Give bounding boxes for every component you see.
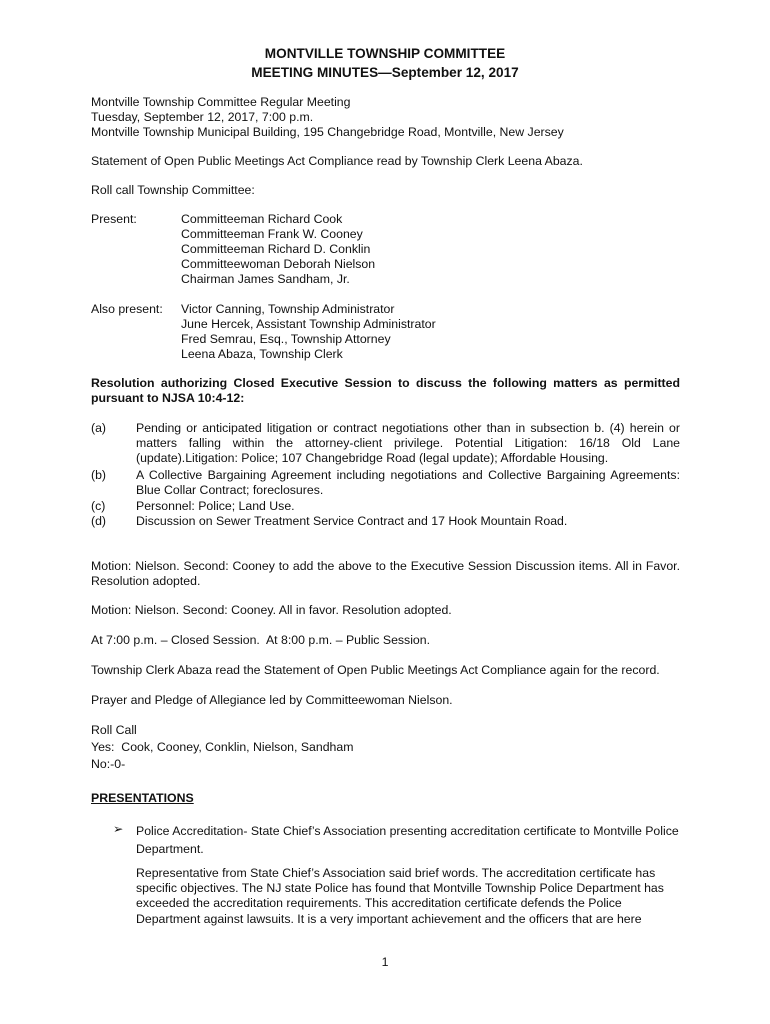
also-present-name: Leena Abaza, Township Clerk xyxy=(181,347,343,361)
present-name: Committeeman Richard Cook xyxy=(181,212,343,226)
resolution-item-letter: (a) xyxy=(91,421,107,435)
document-title-line-2: MEETING MINUTES—September 12, 2017 xyxy=(251,65,519,80)
presentations-heading: PRESENTATIONS xyxy=(91,791,194,805)
meeting-info-line: Tuesday, September 12, 2017, 7:00 p.m. xyxy=(91,110,314,124)
motion-executive-session: Motion: Nielson. Second: Cooney to add the above to the Executive Session Discussion items. All in Favor. Resolution adopted. xyxy=(91,559,680,589)
roll-call-yes: Yes: Cook, Cooney, Conklin, Nielson, Sandham xyxy=(91,740,354,754)
present-name: Chairman James Sandham, Jr. xyxy=(181,272,350,286)
resolution-item-letter: (b) xyxy=(91,468,107,482)
present-name: Committeeman Frank W. Cooney xyxy=(181,227,363,241)
resolution-heading: Resolution authorizing Closed Executive Session to discuss the following matters as permitted pursuant to NJSA 10:4-12: xyxy=(91,376,680,406)
resolution-item-text: Personnel: Police; Land Use. xyxy=(136,499,295,513)
document-title-line-1: MONTVILLE TOWNSHIP COMMITTEE xyxy=(264,46,506,61)
clerk-statement: Township Clerk Abaza read the Statement of Open Public Meetings Act Compliance again for the record. xyxy=(91,663,660,677)
presentation-detail: Representative from State Chief’s Association said brief words. The accreditation certificate has specific objectives. The NJ state Police has found that Montville Township Police Department has exceeded the accreditation requirements. This accreditation certificate defends the Police Department against lawsuits. It is a very important achievement and the officers that are here xyxy=(136,866,664,926)
resolution-item-letter: (d) xyxy=(91,514,107,528)
meeting-info-line: Montville Township Municipal Building, 195 Changebridge Road, Montville, New Jersey xyxy=(91,125,564,139)
presentation-bullet-text: Police Accreditation- State Chief’s Association presenting accreditation certificate to Montville Police Department. xyxy=(136,824,679,856)
session-times: At 7:00 p.m. – Closed Session. At 8:00 p.m. – Public Session. xyxy=(91,633,431,647)
resolution-item-letter: (c) xyxy=(91,499,106,513)
also-present-name: Victor Canning, Township Administrator xyxy=(181,302,395,316)
resolution-item-text: Discussion on Sewer Treatment Service Contract and 17 Hook Mountain Road. xyxy=(136,514,568,528)
opma-statement: Statement of Open Public Meetings Act Compliance read by Township Clerk Leena Abaza. xyxy=(91,154,583,168)
present-label: Present: xyxy=(91,212,137,226)
roll-call-title: Roll Call xyxy=(91,723,137,737)
arrow-bullet-icon: ➢ xyxy=(113,822,124,836)
also-present-label: Also present: xyxy=(91,302,163,316)
motion-resolution: Motion: Nielson. Second: Cooney. All in favor. Resolution adopted. xyxy=(91,603,452,617)
resolution-item-text: A Collective Bargaining Agreement including negotiations and Collective Bargaining Agreements: Blue Collar Contract; foreclosures. xyxy=(136,468,680,498)
also-present-name: Fred Semrau, Esq., Township Attorney xyxy=(181,332,391,346)
also-present-name: June Hercek, Assistant Township Administrator xyxy=(181,317,436,331)
page-number: 1 xyxy=(381,955,389,969)
present-name: Committeeman Richard D. Conklin xyxy=(181,242,371,256)
present-name: Committeewoman Deborah Nielson xyxy=(181,257,376,271)
roll-call-no: No:-0- xyxy=(91,757,126,771)
prayer-pledge: Prayer and Pledge of Allegiance led by Committeewoman Nielson. xyxy=(91,693,453,707)
meeting-info-line: Montville Township Committee Regular Meeting xyxy=(91,95,351,109)
roll-call-heading: Roll call Township Committee: xyxy=(91,183,255,197)
resolution-item-text: Pending or anticipated litigation or contract negotiations other than in subsection b. (4) herein or matters falling within the attorney-client privilege. Potential Litigation: 16/18 Old Lane (update).Litigation: Police; 107 Changebridge Road (legal update); Affordable Housing. xyxy=(136,421,680,466)
